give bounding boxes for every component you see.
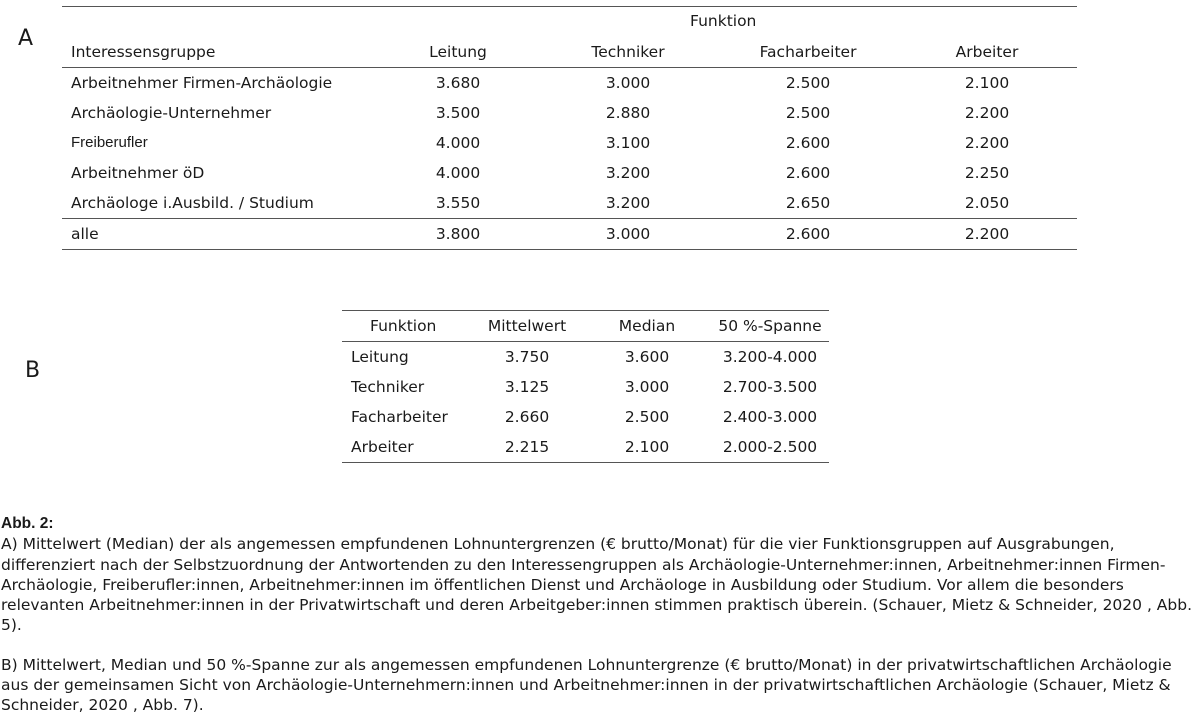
column-header: Median	[618, 317, 676, 335]
value-cell: 3.200	[605, 164, 651, 182]
value-cell: 2.700-3.500	[722, 378, 818, 396]
value-cell: 3.600	[624, 348, 670, 366]
value-cell: 2.600	[785, 164, 831, 182]
caption-paragraph-a: A) Mittelwert (Median) der als angemessen empfundenen Lohnuntergrenzen (€ brutto/Monat) für die vier Funktionsgruppen auf Ausgrabungen, differenziert nach der Selbstzuordnung der Antwortenden zu den Interessengruppen als Archäologie-Unternehmer:innen, Arbeitnehmer:innen Firmen-Archäologie, Freiberufler:innen, Arbeitnehmer:innen im öffentlichen Dienst und Archäologe in Ausbildung oder Studium. Vor allem die besonders relevanten Arbeitnehmer:innen in der Privatwirtschaft und deren Arbeitgeber:innen stimmen praktisch überein. (Schauer, Mietz & Schneider, 2020 , Abb. 5).	[1, 535, 1193, 635]
value-cell: 3.125	[504, 378, 550, 396]
function-name-cell: Arbeiter	[351, 438, 414, 456]
value-cell: 2.500	[785, 74, 831, 92]
table-row	[342, 342, 829, 372]
function-name-cell: Leitung	[351, 348, 409, 366]
value-cell: 3.500	[435, 104, 481, 122]
column-header: 50 %-Spanne	[718, 317, 822, 335]
value-cell: 2.200	[964, 225, 1010, 243]
table-row	[342, 402, 829, 432]
table-row	[62, 158, 1077, 188]
value-cell: 2.215	[504, 438, 550, 456]
table-a	[62, 6, 1077, 250]
value-cell: 2.200	[964, 134, 1010, 152]
group-name-cell: alle	[71, 225, 99, 243]
caption-paragraph-b: B) Mittelwert, Median und 50 %-Spanne zur als angemessen empfundenen Lohnuntergrenze (€ brutto/Monat) in der privatwirtschaftlichen Archäologie aus der gemeinsamen Sicht von Archäologie-Unternehmern:innen und Arbeitnehmer:innen in der privatwirtschaftlichen Archäologie (Schauer, Mietz & Schneider, 2020 , Abb. 7).	[1, 655, 1172, 715]
value-cell: 2.400-3.000	[722, 408, 818, 426]
funktion-group-header: Funktion	[690, 12, 757, 30]
caption-title: Abb. 2:	[1, 515, 54, 532]
column-header: Facharbeiter	[759, 43, 857, 61]
table-a-group-header-row	[62, 7, 1077, 37]
table-a-header-row	[62, 37, 1077, 68]
value-cell: 2.880	[605, 104, 651, 122]
figure-caption	[1, 514, 1197, 716]
column-header: Arbeiter	[955, 43, 1019, 61]
value-cell: 4.000	[435, 164, 481, 182]
column-header: Interessensgruppe	[71, 43, 216, 61]
value-cell: 2.500	[785, 104, 831, 122]
table-b	[342, 310, 829, 463]
value-cell: 3.100	[605, 134, 651, 152]
value-cell: 3.000	[624, 378, 670, 396]
group-name-cell: Arbeitnehmer Firmen-Archäologie	[71, 74, 333, 92]
group-name-cell: Archäologie-Unternehmer	[71, 104, 272, 122]
value-cell: 3.000	[605, 225, 651, 243]
column-header: Mittelwert	[487, 317, 567, 335]
group-name-cell: Arbeitnehmer öD	[71, 164, 205, 182]
panel-label-b: B	[25, 358, 41, 383]
value-cell: 4.000	[435, 134, 481, 152]
value-cell: 3.750	[504, 348, 550, 366]
value-cell: 2.250	[964, 164, 1010, 182]
value-cell: 2.660	[504, 408, 550, 426]
value-cell: 2.600	[785, 134, 831, 152]
value-cell: 3.550	[435, 194, 481, 212]
value-cell: 2.100	[624, 438, 670, 456]
table-row	[62, 128, 1077, 158]
group-name-cell: Freiberufler	[71, 134, 148, 151]
table-row	[62, 68, 1077, 98]
value-cell: 2.500	[624, 408, 670, 426]
value-cell: 2.050	[964, 194, 1010, 212]
value-cell: 2.100	[964, 74, 1010, 92]
table-row	[342, 372, 829, 402]
value-cell: 2.000-2.500	[722, 438, 818, 456]
table-row	[62, 98, 1077, 128]
value-cell: 3.000	[605, 74, 651, 92]
column-header: Leitung	[429, 43, 487, 61]
column-header: Techniker	[591, 43, 665, 61]
table-b-header-row	[342, 311, 829, 342]
value-cell: 2.600	[785, 225, 831, 243]
table-row	[342, 432, 829, 462]
table-row	[62, 188, 1077, 218]
group-name-cell: Archäologe i.Ausbild. / Studium	[71, 194, 314, 212]
function-name-cell: Facharbeiter	[351, 408, 448, 426]
value-cell: 3.200	[605, 194, 651, 212]
value-cell: 3.680	[435, 74, 481, 92]
value-cell: 3.200-4.000	[722, 348, 818, 366]
value-cell: 2.200	[964, 104, 1010, 122]
value-cell: 2.650	[785, 194, 831, 212]
panel-label-a: A	[18, 26, 34, 51]
function-name-cell: Techniker	[351, 378, 425, 396]
table-total-row	[62, 218, 1077, 249]
column-header: Funktion	[370, 317, 437, 335]
value-cell: 3.800	[435, 225, 481, 243]
